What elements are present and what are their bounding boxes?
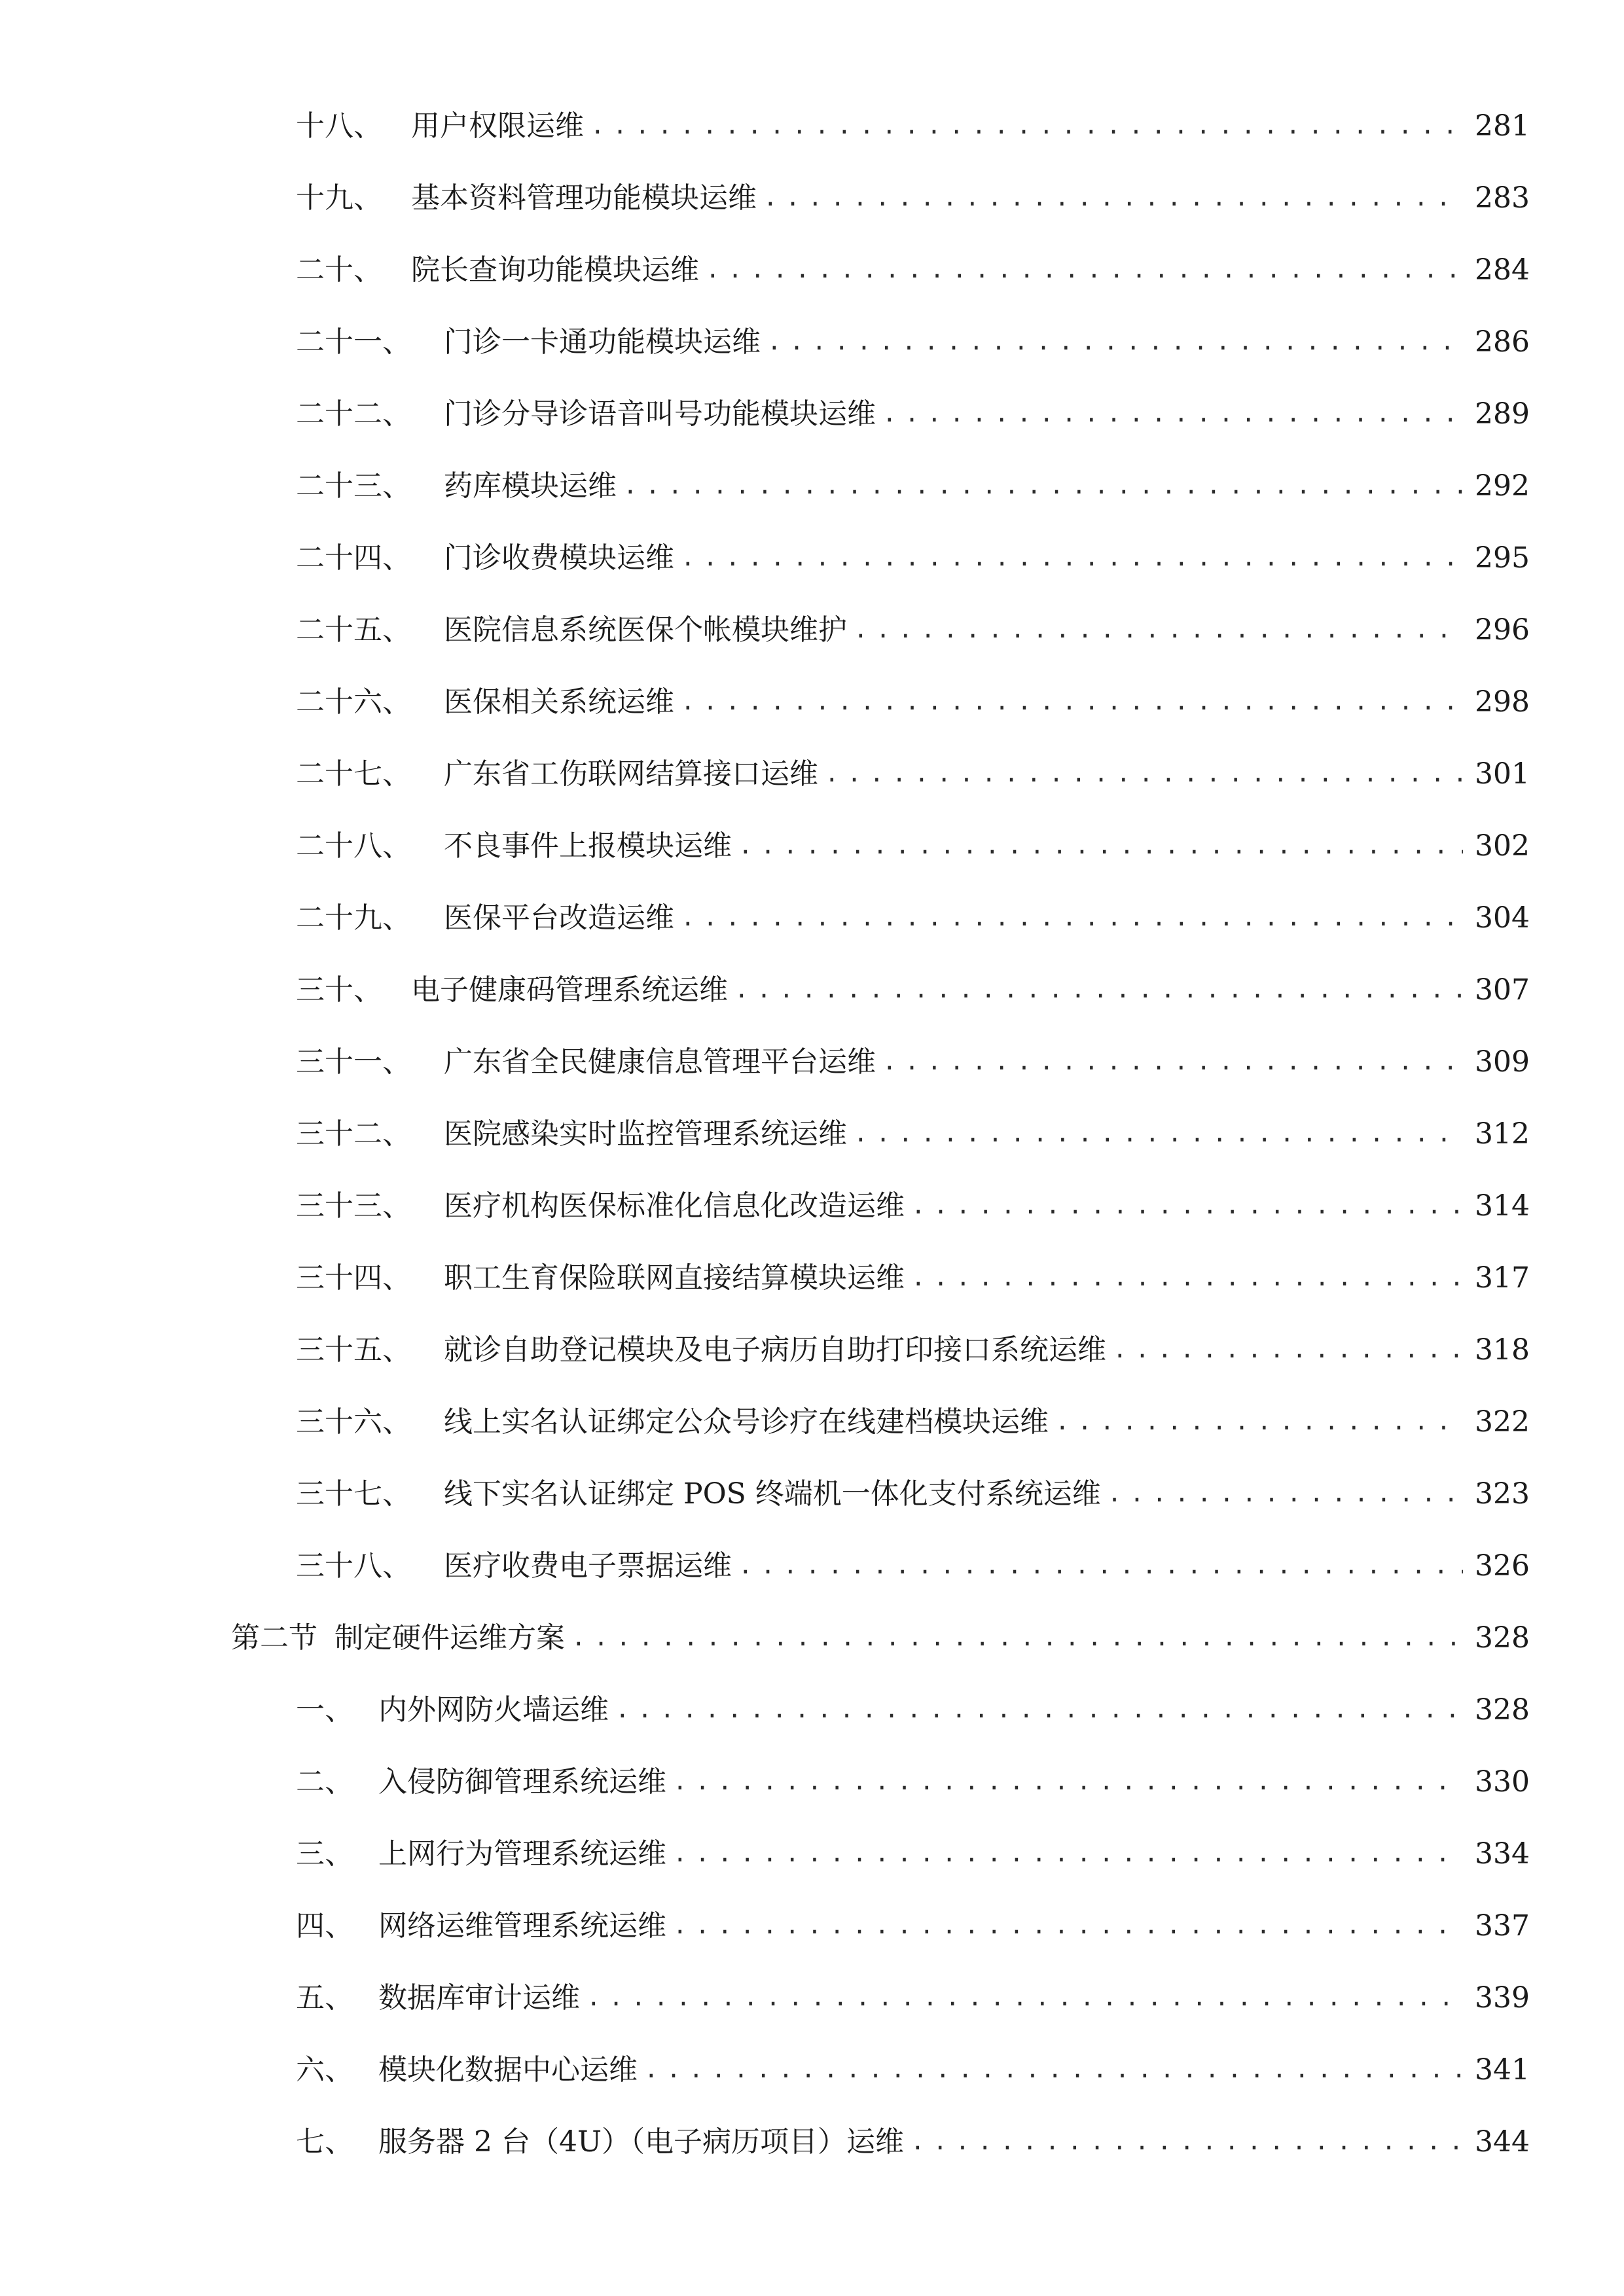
toc-entry-number: 四、 bbox=[296, 1909, 353, 1943]
toc-entry[interactable] bbox=[0, 1890, 1624, 1962]
dot-leader bbox=[911, 1187, 1463, 1226]
toc-entry[interactable] bbox=[0, 810, 1624, 882]
toc-entry-number: 十八、 bbox=[296, 109, 382, 143]
toc-entry-title: 模块化数据中心运维 bbox=[378, 2053, 638, 2087]
toc-entry[interactable] bbox=[0, 1746, 1624, 1818]
toc-entry-number: 三十二、 bbox=[296, 1117, 411, 1151]
toc-entry-title: 服务器 2 台（4U）（电子病历项目）运维 bbox=[378, 2125, 905, 2159]
toc-entry-page-number: 337 bbox=[1475, 1909, 1530, 1943]
toc-entry[interactable] bbox=[0, 666, 1624, 738]
toc-section-page-number: 328 bbox=[1475, 1621, 1530, 1655]
dot-leader bbox=[706, 251, 1463, 290]
dot-leader bbox=[825, 755, 1463, 794]
toc-entry-page-number: 328 bbox=[1475, 1693, 1530, 1727]
toc-entry-page-number: 296 bbox=[1475, 613, 1530, 647]
toc-entry-page-number: 323 bbox=[1475, 1477, 1530, 1511]
toc-section-number: 第二节 bbox=[231, 1621, 317, 1655]
toc-entry-page-number: 301 bbox=[1475, 757, 1530, 791]
toc-section-title: 制定硬件运维方案 bbox=[334, 1621, 565, 1655]
toc-entry-page-number: 312 bbox=[1475, 1117, 1530, 1151]
toc-entry-page-number: 318 bbox=[1475, 1333, 1530, 1367]
toc-entry[interactable] bbox=[0, 1386, 1624, 1458]
dot-leader bbox=[1055, 1403, 1463, 1442]
toc-entry-number: 三十七、 bbox=[296, 1477, 411, 1511]
toc-entry-number: 三十五、 bbox=[296, 1333, 411, 1367]
toc-section-entry[interactable] bbox=[0, 1602, 1624, 1674]
toc-entry-title: 医疗机构医保标准化信息化改造运维 bbox=[444, 1189, 905, 1223]
toc-entry-number: 六、 bbox=[296, 2053, 353, 2087]
dot-leader bbox=[681, 683, 1463, 722]
toc-entry-number: 二十六、 bbox=[296, 685, 411, 719]
dot-leader bbox=[1108, 1475, 1463, 1514]
toc-entry[interactable] bbox=[0, 1674, 1624, 1746]
toc-entry-page-number: 283 bbox=[1475, 181, 1530, 215]
toc-entry-title: 院长查询功能模块运维 bbox=[411, 253, 699, 287]
toc-entry[interactable] bbox=[0, 1170, 1624, 1242]
toc-entry-title: 医保相关系统运维 bbox=[444, 685, 674, 719]
dot-leader bbox=[911, 2123, 1463, 2162]
toc-entry-page-number: 298 bbox=[1475, 685, 1530, 719]
toc-entry-page-number: 309 bbox=[1475, 1045, 1530, 1079]
toc-entry-title: 医保平台改造运维 bbox=[444, 901, 674, 935]
toc-entry-page-number: 284 bbox=[1475, 253, 1530, 287]
dot-leader bbox=[854, 1115, 1463, 1154]
dot-leader bbox=[590, 107, 1463, 146]
dot-leader bbox=[738, 827, 1463, 866]
toc-entry-number: 二十九、 bbox=[296, 901, 411, 935]
toc-entry[interactable] bbox=[0, 162, 1624, 234]
toc-entry[interactable] bbox=[0, 954, 1624, 1026]
toc-entry-number: 二十七、 bbox=[296, 757, 411, 791]
toc-entry-title: 广东省全民健康信息管理平台运维 bbox=[444, 1045, 876, 1079]
dot-leader bbox=[763, 179, 1463, 218]
toc-entry-title: 医院信息系统医保个帐模块维护 bbox=[444, 613, 847, 647]
toc-entry-title: 职工生育保险联网直接结算模块运维 bbox=[444, 1261, 905, 1295]
toc-entry[interactable] bbox=[0, 1098, 1624, 1170]
toc-entry-page-number: 281 bbox=[1475, 109, 1530, 143]
toc-entry-number: 二十四、 bbox=[296, 541, 411, 575]
toc-entry-title: 数据库审计运维 bbox=[378, 1981, 580, 2015]
toc-entry-page-number: 307 bbox=[1475, 973, 1530, 1007]
toc-entry-title: 医疗收费电子票据运维 bbox=[444, 1549, 732, 1583]
toc-entry-page-number: 289 bbox=[1475, 397, 1530, 431]
toc-entry[interactable] bbox=[0, 2034, 1624, 2106]
toc-entry-number: 三十三、 bbox=[296, 1189, 411, 1223]
toc-entry-number: 二十八、 bbox=[296, 829, 411, 863]
toc-entry[interactable] bbox=[0, 522, 1624, 594]
toc-entry-title: 就诊自助登记模块及电子病历自助打印接口系统运维 bbox=[444, 1333, 1106, 1367]
toc-entry-title: 门诊一卡通功能模块运维 bbox=[444, 325, 761, 359]
toc-entry-number: 二十一、 bbox=[296, 325, 411, 359]
toc-entry-page-number: 304 bbox=[1475, 901, 1530, 935]
dot-leader bbox=[586, 1979, 1463, 2018]
toc-entry[interactable] bbox=[0, 1314, 1624, 1386]
toc-entry-title: 门诊收费模块运维 bbox=[444, 541, 674, 575]
dot-leader bbox=[571, 1619, 1463, 1658]
toc-entry[interactable] bbox=[0, 1458, 1624, 1530]
toc-entry[interactable] bbox=[0, 450, 1624, 522]
dot-leader bbox=[673, 1835, 1463, 1874]
toc-entry-number: 一、 bbox=[296, 1693, 353, 1727]
toc-entry-number: 三十六、 bbox=[296, 1405, 411, 1439]
toc-entry-number: 三十一、 bbox=[296, 1045, 411, 1079]
toc-entry-page-number: 322 bbox=[1475, 1405, 1530, 1439]
dot-leader bbox=[1113, 1331, 1463, 1370]
toc-entry-title: 电子健康码管理系统运维 bbox=[411, 973, 728, 1007]
toc-entry-page-number: 314 bbox=[1475, 1189, 1530, 1223]
toc-entry-number: 二十二、 bbox=[296, 397, 411, 431]
dot-leader bbox=[882, 395, 1463, 434]
toc-entry-title: 线上实名认证绑定公众号诊疗在线建档模块运维 bbox=[444, 1405, 1049, 1439]
dot-leader bbox=[615, 1691, 1463, 1730]
toc-entry[interactable] bbox=[0, 378, 1624, 450]
toc-entry[interactable] bbox=[0, 1962, 1624, 2034]
toc-entry[interactable] bbox=[0, 1026, 1624, 1098]
toc-entry-title: 不良事件上报模块运维 bbox=[444, 829, 732, 863]
toc-entry-title: 基本资料管理功能模块运维 bbox=[411, 181, 757, 215]
toc-entry-number: 二、 bbox=[296, 1765, 353, 1799]
dot-leader bbox=[767, 323, 1463, 362]
dot-leader bbox=[911, 1259, 1463, 1298]
table-of-contents bbox=[0, 90, 1624, 2178]
toc-entry-page-number: 341 bbox=[1475, 2053, 1530, 2087]
dot-leader bbox=[854, 611, 1463, 650]
toc-entry-page-number: 317 bbox=[1475, 1261, 1530, 1295]
toc-entry-title: 入侵防御管理系统运维 bbox=[378, 1765, 666, 1799]
toc-entry-title: 医院感染实时监控管理系统运维 bbox=[444, 1117, 847, 1151]
toc-entry-title: 网络运维管理系统运维 bbox=[378, 1909, 666, 1943]
toc-entry-title: 内外网防火墙运维 bbox=[378, 1693, 609, 1727]
toc-entry[interactable] bbox=[0, 882, 1624, 954]
toc-entry-page-number: 344 bbox=[1475, 2125, 1530, 2159]
toc-entry-page-number: 334 bbox=[1475, 1837, 1530, 1871]
toc-entry-number: 十九、 bbox=[296, 181, 382, 215]
toc-entry-page-number: 326 bbox=[1475, 1549, 1530, 1583]
dot-leader bbox=[623, 467, 1463, 506]
toc-entry-number: 七、 bbox=[296, 2125, 353, 2159]
toc-entry[interactable] bbox=[0, 90, 1624, 162]
toc-entry-page-number: 292 bbox=[1475, 469, 1530, 503]
toc-entry-title: 门诊分导诊语音叫号功能模块运维 bbox=[444, 397, 876, 431]
toc-entry-number: 三十四、 bbox=[296, 1261, 411, 1295]
toc-entry-title: 线下实名认证绑定 POS 终端机一体化支付系统运维 bbox=[444, 1477, 1101, 1511]
toc-entry[interactable] bbox=[0, 234, 1624, 306]
toc-entry-number: 二十三、 bbox=[296, 469, 411, 503]
toc-entry-number: 三十八、 bbox=[296, 1549, 411, 1583]
dot-leader bbox=[681, 539, 1463, 578]
dot-leader bbox=[738, 1547, 1463, 1586]
toc-entry-number: 五、 bbox=[296, 1981, 353, 2015]
toc-entry-page-number: 302 bbox=[1475, 829, 1530, 863]
dot-leader bbox=[673, 1907, 1463, 1946]
dot-leader bbox=[734, 971, 1463, 1010]
toc-entry-title: 上网行为管理系统运维 bbox=[378, 1837, 666, 1871]
toc-entry-number: 三、 bbox=[296, 1837, 353, 1871]
toc-entry-page-number: 339 bbox=[1475, 1981, 1530, 2015]
toc-entry[interactable] bbox=[0, 738, 1624, 810]
toc-entry-title: 药库模块运维 bbox=[444, 469, 617, 503]
toc-entry-page-number: 295 bbox=[1475, 541, 1530, 575]
dot-leader bbox=[673, 1763, 1463, 1802]
toc-entry[interactable] bbox=[0, 1530, 1624, 1602]
toc-entry-number: 二十五、 bbox=[296, 613, 411, 647]
toc-entry-page-number: 330 bbox=[1475, 1765, 1530, 1799]
toc-entry[interactable] bbox=[0, 1242, 1624, 1314]
dot-leader bbox=[882, 1043, 1463, 1082]
toc-entry-page-number: 286 bbox=[1475, 325, 1530, 359]
toc-entry-title: 用户权限运维 bbox=[411, 109, 584, 143]
toc-entry-number: 三十、 bbox=[296, 973, 382, 1007]
toc-entry[interactable] bbox=[0, 2106, 1624, 2178]
toc-entry-number: 二十、 bbox=[296, 253, 382, 287]
toc-entry-title: 广东省工伤联网结算接口运维 bbox=[444, 757, 818, 791]
toc-entry[interactable] bbox=[0, 306, 1624, 378]
dot-leader bbox=[681, 899, 1463, 938]
dot-leader bbox=[644, 2051, 1463, 2090]
toc-entry[interactable] bbox=[0, 594, 1624, 666]
toc-entry[interactable] bbox=[0, 1818, 1624, 1890]
